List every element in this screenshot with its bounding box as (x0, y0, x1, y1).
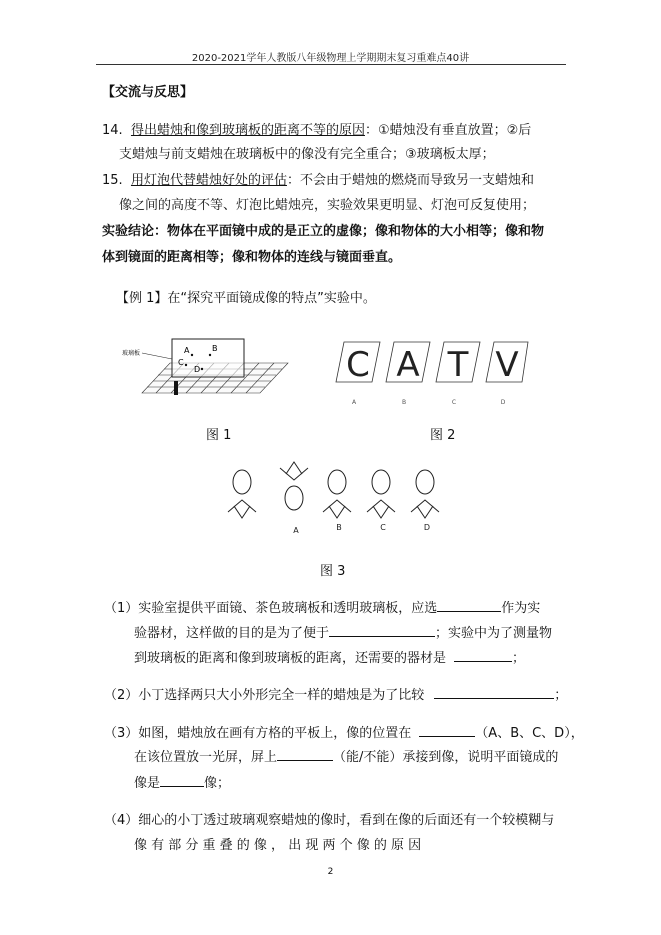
question-3-line2 (134, 746, 558, 768)
question-1-line3-cont: ； (512, 651, 526, 666)
item-15 (102, 171, 534, 191)
question-3-number: （3） (104, 726, 139, 741)
fig3-option-d: D (423, 523, 431, 532)
conclusion-line1: 实验结论：物体在平面镜中成的是正立的虚像；像和物体的大小相等；像和物 (102, 224, 545, 239)
question-4-text: 细心的小丁透过玻璃观察蜡烛的像时，看到在像的后面还有一个较模糊与 (138, 813, 555, 828)
item-15-line2: 像之间的高度不等、灯泡比蜡烛亮，实验效果更明显、灯泡可反复使用； (119, 198, 536, 213)
letter-v: V (495, 345, 519, 385)
question-3-line3-text: 像是 (134, 776, 161, 791)
item-14 (102, 121, 531, 141)
question-2-text: 小丁选择两只大小外形完全一样的蜡烛是为了比较 (138, 688, 425, 703)
question-3-text: 如图，蜡烛放在画有方格的平板上，像的位置在 (138, 726, 412, 741)
question-2-text-cont: ； (554, 688, 568, 703)
point-a: A (184, 346, 190, 355)
answer-blank-1c[interactable] (454, 647, 512, 662)
question-1-line3 (134, 647, 525, 669)
question-1-text: 实验室提供平面镜、茶色玻璃板和透明玻璃板，应选 (138, 601, 438, 616)
figure-1-image (120, 335, 300, 415)
question-2-number: （2） (104, 688, 139, 703)
glass-label: 玻璃板 (122, 350, 141, 357)
section-heading: 【交流与反思】 (102, 85, 194, 100)
answer-blank-3a[interactable] (419, 722, 475, 737)
question-4-number: （4） (104, 813, 139, 828)
question-3-text-cont: （A、B、C、D）， (475, 726, 584, 741)
question-3-line2-text: 在该位置放一光屏，屏上 (134, 750, 278, 765)
item-15-text: ：不会由于蜡烛的燃烧而导致另一支蜡烛和 (286, 173, 534, 188)
question-3-line3-cont: 像； (204, 776, 231, 791)
figure-3-caption: 图 3 (320, 564, 346, 579)
letter-t: T (447, 345, 469, 385)
answer-blank-2[interactable] (434, 684, 554, 699)
question-4-line2: 像 有 部 分 重 叠 的 像 ， 出 现 两 个 像 的 原 因 (134, 838, 422, 853)
fig2-option-b: B (401, 399, 407, 406)
question-1-number: （1） (104, 601, 139, 616)
fig2-option-d: D (500, 399, 506, 406)
point-d: D (194, 365, 201, 374)
fig2-option-c: C (451, 399, 457, 406)
question-2 (104, 684, 567, 706)
question-3-line2-cont: （能/不能）承接到像，说明平面镜成的 (333, 750, 559, 765)
fig2-option-a: A (351, 399, 357, 406)
item-14-text: ：①蜡烛没有垂直放置；②后 (364, 123, 532, 138)
page-number: 2 (327, 867, 334, 877)
item-14-topic: 得出蜡烛和像到玻璃板的距离不等的原因 (130, 123, 365, 138)
letter-c: C (346, 345, 370, 385)
point-c: C (178, 358, 184, 367)
fig3-option-a: A (293, 526, 299, 535)
document-header: 2020-2021学年人教版八年级物理上学期期末复习重难点40讲 (191, 53, 470, 64)
item-14-line2: 支蜡烛与前支蜡烛在玻璃板中的像没有完全重合；③玻璃板太厚； (119, 147, 495, 162)
point-b: B (212, 344, 218, 353)
fig3-option-b: B (336, 523, 342, 532)
question-1-line3-text: 到玻璃板的距离和像到玻璃板的距离，还需要的器材是 (134, 651, 447, 666)
item-15-number: 15. (102, 173, 123, 188)
figure-2-image (330, 338, 530, 410)
answer-blank-3c[interactable] (160, 772, 204, 787)
fig3-option-c: C (380, 523, 386, 532)
item-14-number: 14. (102, 123, 123, 138)
answer-blank-1b[interactable] (329, 622, 435, 637)
header-divider (96, 64, 566, 65)
letter-a: A (396, 345, 420, 385)
item-15-topic: 用灯泡代替蜡烛好处的评估 (130, 173, 287, 188)
figure-3-image (222, 460, 442, 536)
question-1 (104, 597, 540, 619)
conclusion-line2: 体到镜面的距离相等；像和物体的连线与镜面垂直。 (102, 250, 402, 265)
example-intro: 【例 1】在“探究平面镜成像的特点”实验中。 (116, 291, 376, 306)
question-1-line2-text: 验器材，这样做的目的是为了便于 (134, 626, 330, 641)
question-4 (104, 811, 554, 831)
question-1-line2 (134, 622, 552, 644)
figure-2-caption: 图 2 (430, 428, 456, 443)
answer-blank-1a[interactable] (437, 597, 501, 612)
question-1-text-cont: 作为实 (501, 601, 541, 616)
answer-blank-3b[interactable] (277, 746, 333, 761)
figure-1-caption: 图 1 (206, 428, 232, 443)
question-1-line2-cont: ；实验中为了测量物 (435, 626, 553, 641)
question-3 (104, 722, 584, 744)
question-3-line3 (134, 772, 230, 794)
